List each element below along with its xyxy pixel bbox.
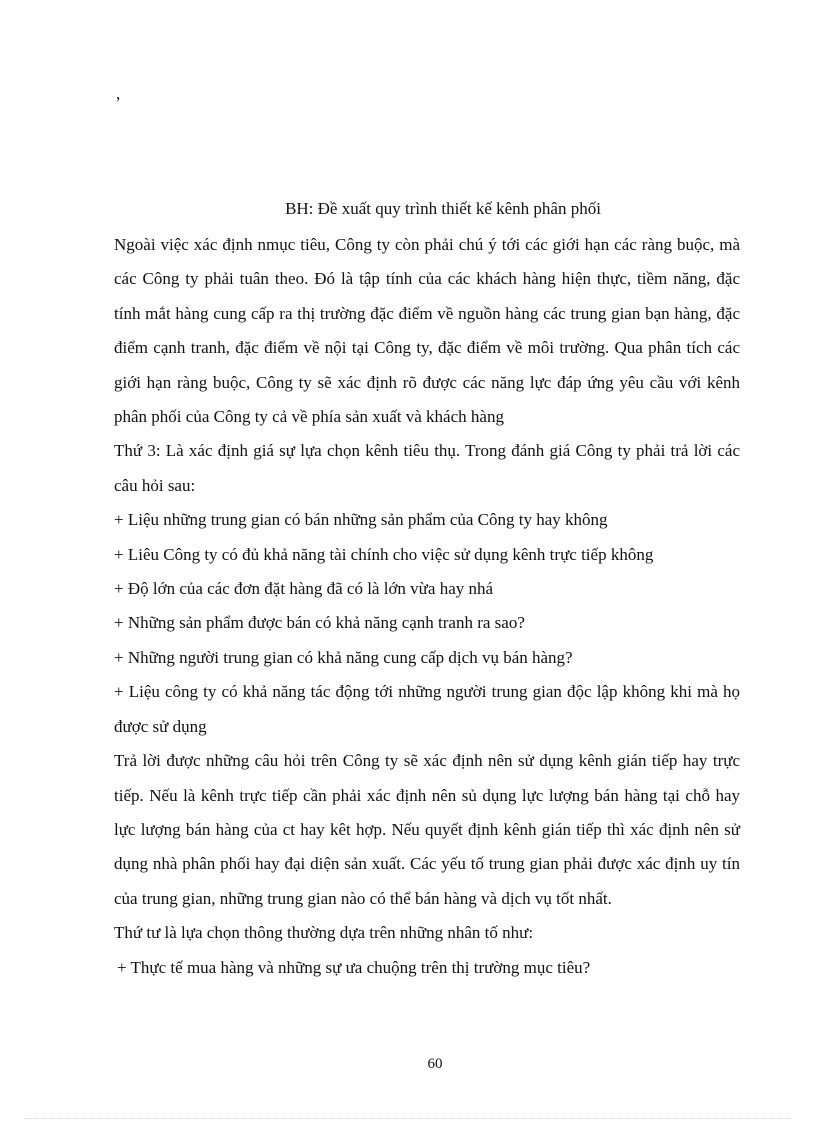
paragraph-step-3: Thứ 3: Là xác định giá sự lựa chọn kênh tiêu thụ. Trong đánh giá Công ty phải trả lời các câu hỏi sau:: [114, 441, 740, 495]
question-item-2: + Liêu Công ty có đủ khả năng tài chính cho việc sử dụng kênh trực tiếp không: [114, 544, 654, 564]
paragraph-answers: Trả lời được những câu hỏi trên Công ty sẽ xác định nên sử dụng kênh gián tiếp hay trực tiếp. Nếu là kênh trực tiếp cần phải xác định nên sủ dụng lực lượng bán hàng tại chỗ hay lực lượng bán hàng của ct hay kêt hợp. Nếu quyết định kênh gián tiếp thì xác định nên sử dụng nhà phân phối hay đại diện sản xuất. Các yếu tố trung gian phải được xác định uy tín của trung gian, những trung gian nào có thể bán hàng và dịch vụ tốt nhất.: [114, 751, 740, 908]
page-bottom-divider: [24, 1118, 792, 1119]
question-item-6: + Liệu công ty có khả năng tác động tới những người trung gian độc lập không khi mà họ được sử dụng: [114, 682, 740, 736]
stray-comma-mark: ,: [116, 84, 121, 103]
paragraph-step-4: Thứ tư là lựa chọn thông thường dựa trên những nhân tố như:: [114, 923, 534, 943]
question-item-1: + Liệu những trung gian có bán những sản phẩm của Công ty hay không: [114, 510, 608, 530]
page-number: 60: [427, 1056, 443, 1072]
criteria-item-1: + Thực tế mua hàng và những sự ưa chuộng trên thị trường mục tiêu?: [117, 957, 591, 977]
question-item-3: + Độ lớn của các đơn đặt hàng đã có là lớn vừa hay nhá: [114, 579, 494, 599]
paragraph-constraints: Ngoài việc xác định nmục tiêu, Công ty còn phải chú ý tới các giới hạn các ràng buộc, mà các Công ty phải tuân theo. Đó là tập tính của các khách hàng hiện thực, tiềm năng, đặc tính mắt hàng cung cấp ra thị trường đặc điểm về nguồn hàng các trung gian bạn hàng, đặc điểm cạnh tranh, đặc điểm về nội tại Công ty, đặc điểm về môi trường. Qua phân tích các giới hạn ràng buộc, Công ty sẽ xác định rõ được các năng lực đáp ứng yêu cầu với kênh phân phối của Công ty cả về phía sản xuất và khách hàng: [114, 235, 740, 427]
body-text: [114, 228, 740, 985]
question-item-4: + Những sản phẩm được bán có khả năng cạnh tranh ra sao?: [114, 613, 525, 633]
question-item-5: + Những người trung gian có khả năng cung cấp dịch vụ bán hàng?: [114, 647, 573, 667]
section-heading: BH: Đề xuất quy trình thiết kế kênh phân phối: [285, 199, 601, 218]
